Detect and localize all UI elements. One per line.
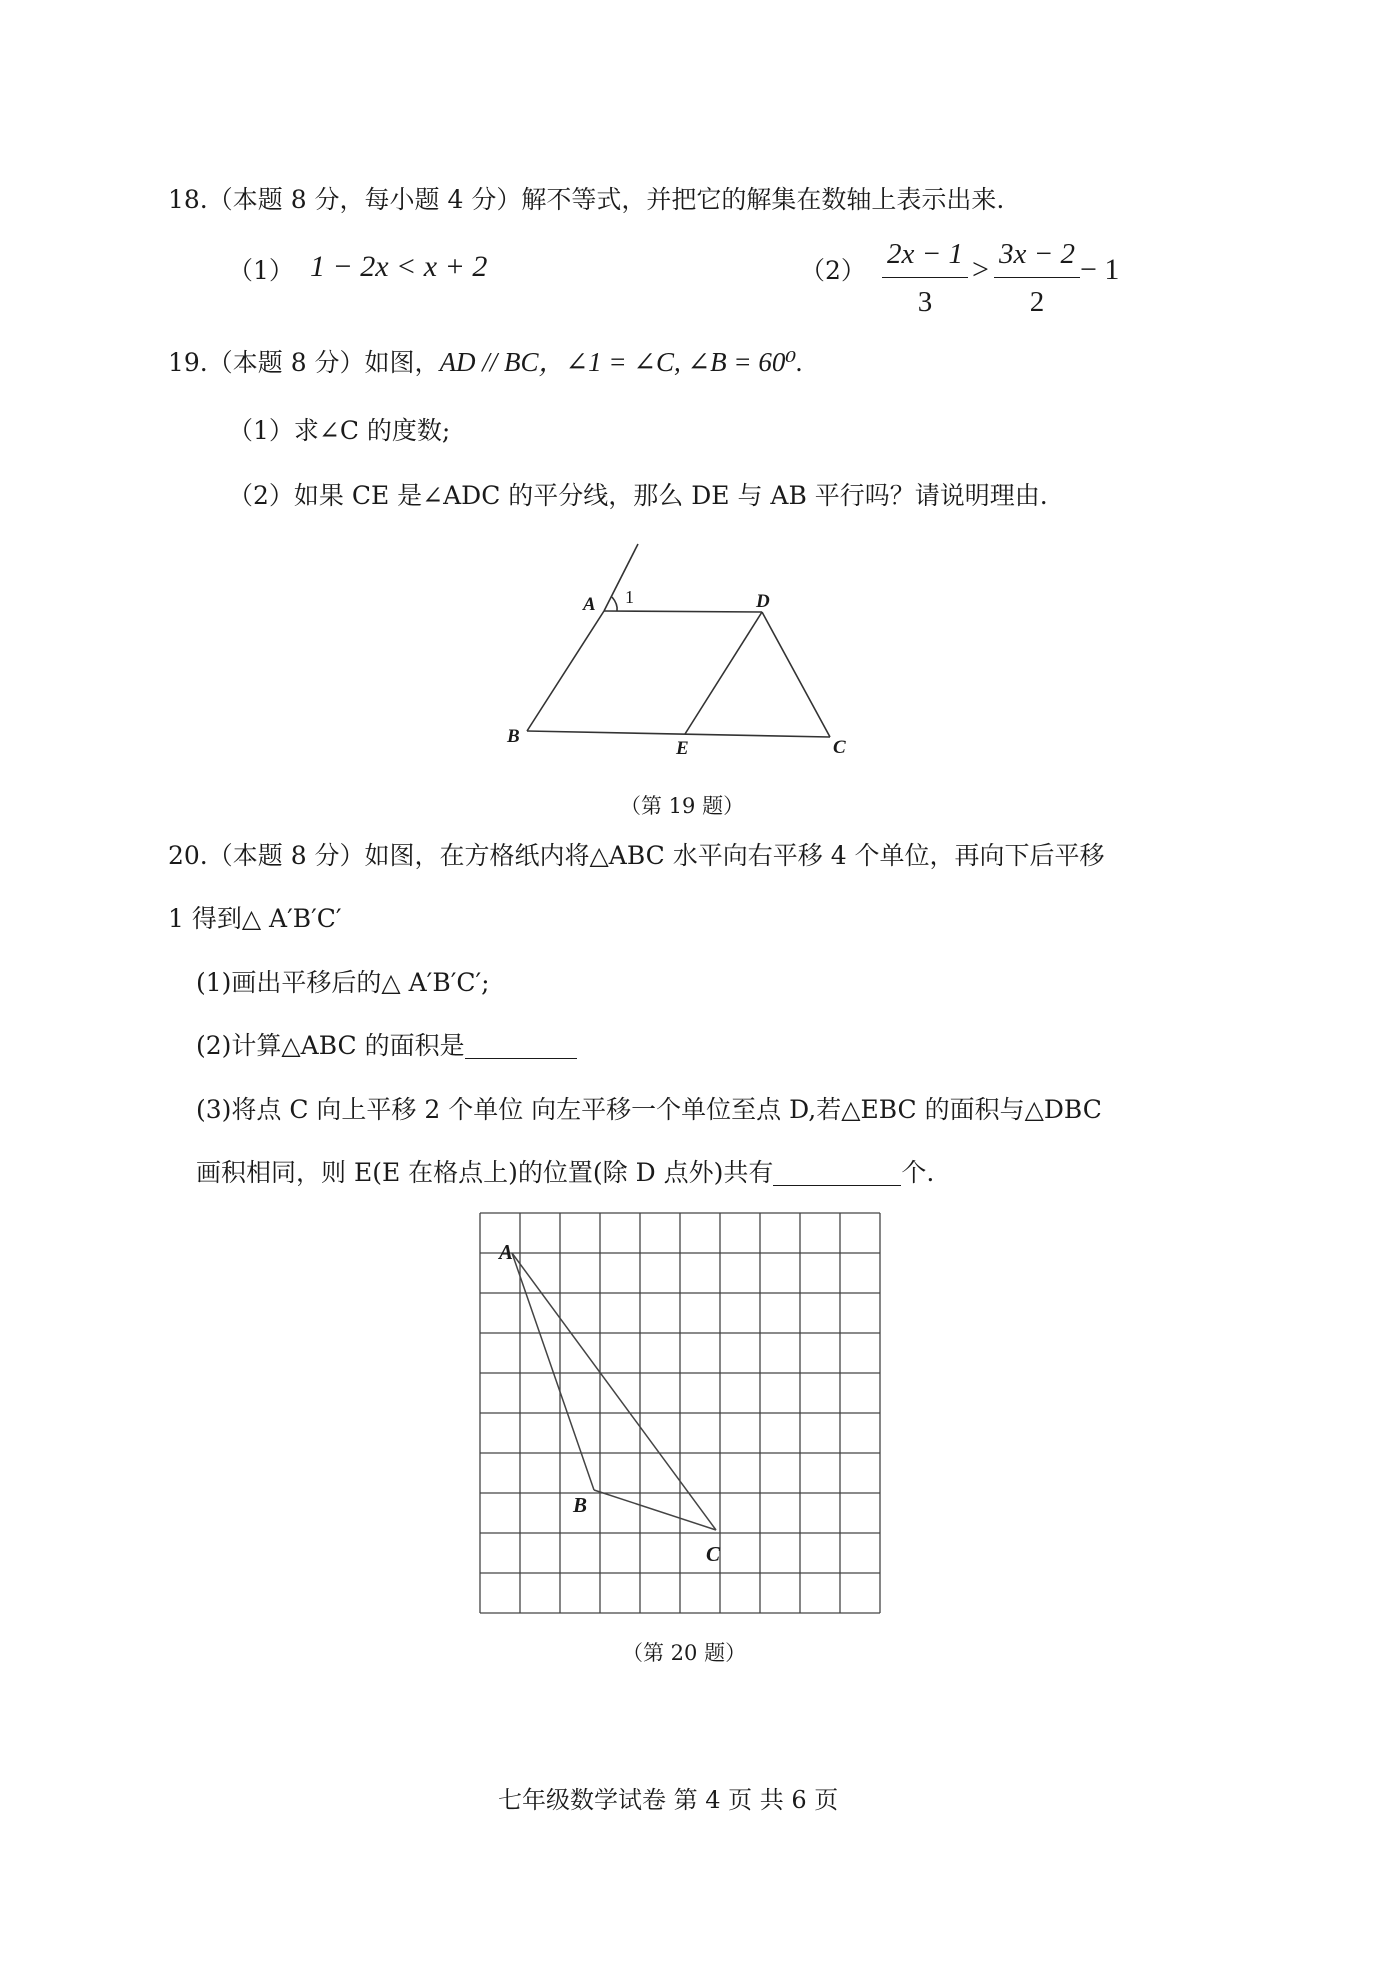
q18-part1-label: （1）: [228, 256, 294, 285]
q20-part3-text: 画积相同，则 E(E 在格点上)的位置(除 D 点外)共有: [196, 1158, 774, 1187]
q19-part2: （2）如果 CE 是∠ADC 的平分线，那么 DE 与 AB 平行吗？请说明理由.: [228, 481, 1048, 510]
q19-stem-condition: AD // BC，∠1 = ∠C, ∠B = 60⁰.: [439, 347, 803, 377]
q19-segment-BC: [527, 731, 830, 737]
q19-angle1-arc: [612, 597, 617, 611]
q19-segment-AD: [604, 611, 762, 612]
q19-label-B: B: [507, 726, 520, 747]
q18-fraction-left-denominator: 3: [917, 286, 933, 318]
q19-segment-DE: [685, 612, 762, 734]
q20-part2-text: (2)计算△ABC 的面积是: [196, 1031, 465, 1060]
q18-stem: 18.（本题 8 分，每小题 4 分）解不等式，并把它的解集在数轴上表示出来.: [168, 185, 1005, 214]
q18-inequality-sign: >: [972, 253, 989, 286]
q19-label-1: 1: [625, 587, 634, 607]
q19-part1: （1）求∠C 的度数;: [228, 416, 451, 445]
page-footer: 七年级数学试卷 第 4 页 共 6 页: [498, 1786, 839, 1814]
q20-part2-answer-blank[interactable]: [465, 1033, 577, 1059]
q18-part2-label: （2）: [800, 256, 866, 285]
q20-segment-AC: [512, 1253, 716, 1530]
q20-part3-tail: 个.: [901, 1158, 935, 1187]
q20-part3-line2: [196, 1160, 934, 1186]
q20-figure-caption: （第 20 题）: [622, 1641, 747, 1665]
q19-label-E: E: [676, 738, 689, 759]
q19-label-D: D: [756, 591, 770, 612]
q20-part2: [196, 1033, 577, 1059]
q18-fraction-right-denominator: 2: [1029, 286, 1045, 318]
q19-figure-caption: （第 19 题）: [620, 794, 745, 818]
q20-stem-line2: 1 得到△ A′B′C′: [168, 904, 342, 933]
q20-part1: (1)画出平移后的△ A′B′C′;: [196, 968, 490, 997]
q18-fraction-left-numerator: 2x − 1: [887, 238, 963, 270]
q20-label-A: A: [499, 1240, 514, 1264]
q19-segment-AB: [527, 611, 604, 731]
q19-label-C: C: [833, 737, 846, 758]
q18-fraction-right-numerator: 3x − 2: [999, 238, 1075, 270]
q20-part3-answer-blank[interactable]: [773, 1160, 901, 1186]
q18-part1-expression: 1 − 2x < x + 2: [310, 250, 488, 283]
q20-stem-line1: 20.（本题 8 分）如图，在方格纸内将△ABC 水平向右平移 4 个单位，再向下后平移: [168, 841, 1105, 870]
q20-segment-AB: [512, 1253, 594, 1490]
q18-fraction-right: [994, 238, 1080, 319]
q18-fraction-left: [882, 238, 968, 319]
q20-grid: [480, 1213, 880, 1613]
q19-extension-ray: [604, 544, 638, 611]
q19-stem-prefix: 19.（本题 8 分）如图，: [168, 348, 440, 377]
q20-segment-BC: [594, 1490, 716, 1530]
q19-label-A: A: [583, 594, 596, 615]
q20-part3-line1: (3)将点 C 向上平移 2 个单位 向左平移一个单位至点 D,若△EBC 的面积与△DBC: [196, 1095, 1102, 1124]
q19-stem: [168, 349, 803, 376]
q18-expression-tail: − 1: [1080, 253, 1120, 286]
q20-label-B: B: [573, 1493, 588, 1517]
q19-segment-DC: [762, 612, 830, 737]
q20-label-C: C: [706, 1542, 721, 1566]
